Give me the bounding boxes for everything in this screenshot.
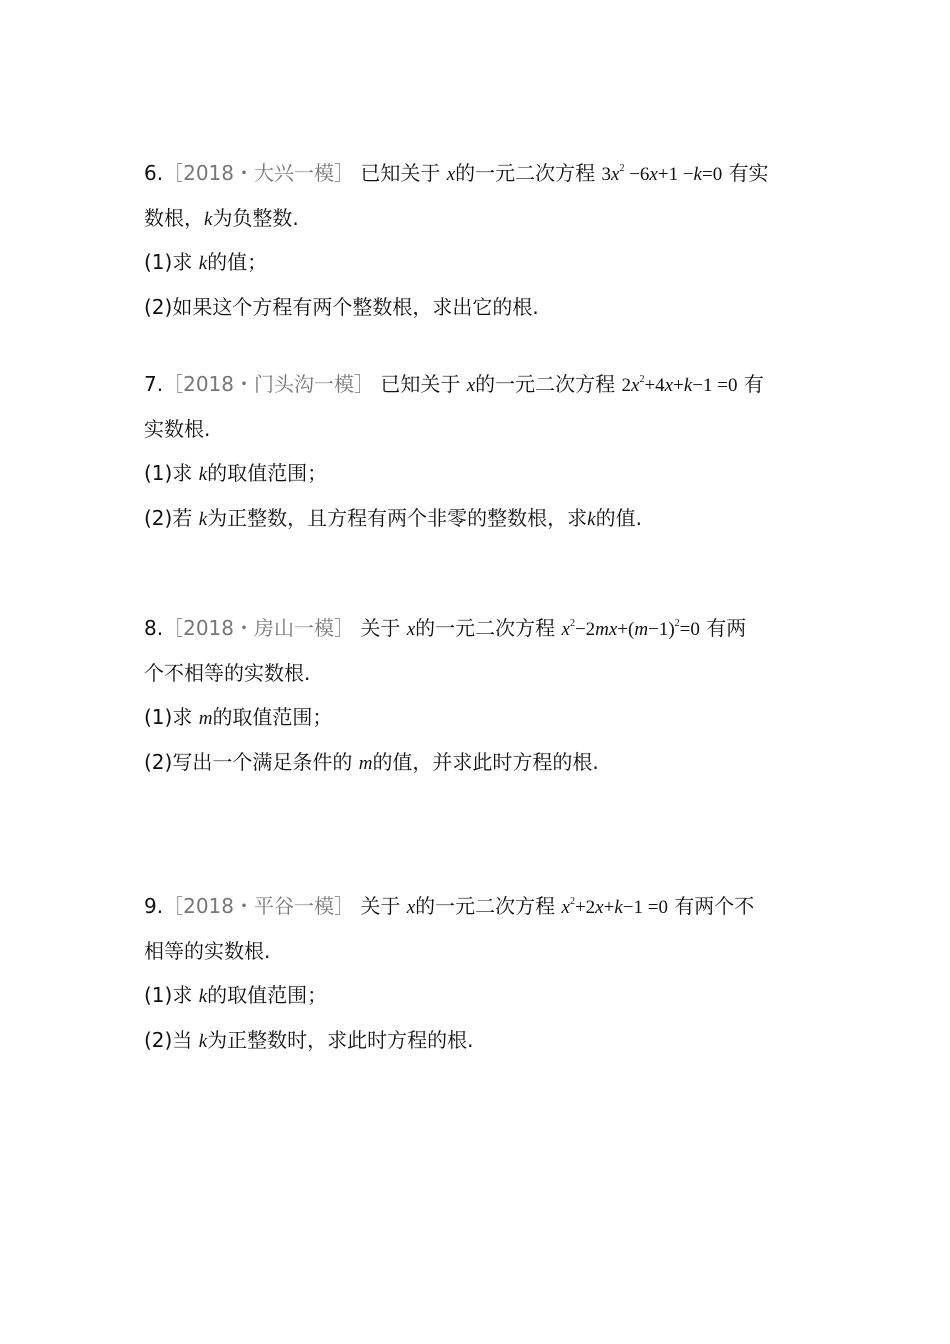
sub-text: 的值，并求此时方程的根. [372, 749, 599, 774]
sub-text: 的取值范围； [212, 705, 333, 729]
stem-text: 有实 [728, 161, 769, 185]
sub-question-2 [144, 296, 816, 341]
math-variable: x [466, 375, 476, 396]
problem-number: 8. [144, 616, 164, 640]
sub-text: 为正整数，且方程有两个非零的整数根，求 [207, 505, 588, 530]
stem-text: 有两个不 [674, 894, 755, 918]
stem-text: 已知关于 [380, 372, 461, 396]
problem-stem-line-1 [144, 162, 816, 207]
sub-text: 的取值范围； [207, 461, 328, 485]
stem-text: 数根， [144, 205, 204, 230]
problem-stem-line-1 [144, 617, 816, 662]
math-variable: k [198, 1030, 208, 1052]
sub-question-2 [144, 507, 816, 552]
problem-7 [144, 373, 816, 551]
sub-question-1 [144, 251, 816, 296]
sub-question-2 [144, 1029, 816, 1074]
problem-9 [144, 895, 816, 1073]
sub-text: (2)当 [144, 1027, 193, 1052]
equation: $2x^2+4x+k-1 =0$ [621, 374, 738, 396]
problem-stem-line-2 [144, 418, 816, 463]
sub-question-1 [144, 462, 816, 507]
sub-text: (1)求 [144, 461, 193, 485]
stem-text: 有两 [706, 616, 747, 640]
math-variable: k [198, 253, 208, 274]
equation: $3x^2 -6x+1 -k=0$ [601, 163, 723, 185]
problem-stem-line-1 [144, 895, 816, 940]
stem-text: 的一元二次方程 [415, 616, 556, 640]
math-variable: k [587, 508, 596, 530]
stem-text: 实数根. [144, 416, 211, 441]
math-variable: k [198, 508, 208, 530]
stem-text: 的一元二次方程 [415, 894, 556, 918]
math-variable: m [198, 708, 213, 729]
equation: $x^2+2x+k-1 =0$ [561, 896, 668, 918]
problem-source: ［2018・大兴一模］ [163, 161, 354, 185]
problem-number: 6. [144, 161, 164, 185]
problem-stem-line-2 [144, 662, 816, 707]
math-variable: m [358, 752, 373, 774]
sub-text: (1)求 [144, 983, 193, 1007]
math-variable: x [446, 164, 456, 185]
problem-number: 9. [144, 894, 164, 918]
sub-question-1 [144, 706, 816, 751]
math-variable: x [406, 619, 416, 640]
stem-text: 的一元二次方程 [475, 372, 616, 396]
stem-text: 关于 [360, 894, 401, 918]
sub-text: (2)如果这个方程有两个整数根，求出它的根. [144, 294, 539, 319]
problem-stem-line-1 [144, 373, 816, 418]
problem-source: ［2018・房山一模］ [163, 616, 354, 640]
sub-text: 的值； [207, 250, 268, 274]
stem-text: 关于 [360, 616, 401, 640]
sub-text: 为正整数时，求此时方程的根. [207, 1027, 474, 1052]
math-variable: x [406, 897, 416, 918]
problem-8 [144, 617, 816, 795]
sub-text: (1)求 [144, 705, 193, 729]
stem-text: 相等的实数根. [144, 938, 271, 963]
problem-stem-line-2 [144, 940, 816, 985]
problem-number: 7. [144, 372, 164, 396]
sub-text: 的值. [595, 505, 642, 530]
sub-text: 的取值范围； [207, 983, 328, 1007]
sub-text: (1)求 [144, 250, 193, 274]
math-variable: k [198, 464, 208, 485]
problem-source: ［2018・门头沟一模］ [163, 372, 374, 396]
stem-text: 有 [743, 372, 764, 396]
stem-text: 个不相等的实数根. [144, 660, 311, 685]
problem-stem-line-2 [144, 207, 816, 252]
equation: $x^2-2mx+(m-1)^2=0$ [561, 618, 700, 640]
stem-text: 的一元二次方程 [455, 161, 596, 185]
stem-text: 已知关于 [360, 161, 441, 185]
math-variable: k [198, 986, 208, 1007]
sub-text: (2)若 [144, 505, 193, 530]
sub-question-1 [144, 984, 816, 1029]
sub-text: (2)写出一个满足条件的 [144, 749, 353, 774]
stem-text: 为负整数. [212, 205, 299, 230]
problem-source: ［2018・平谷一模］ [163, 894, 354, 918]
math-variable: k [204, 208, 213, 230]
sub-question-2 [144, 751, 816, 796]
problem-6 [144, 162, 816, 340]
